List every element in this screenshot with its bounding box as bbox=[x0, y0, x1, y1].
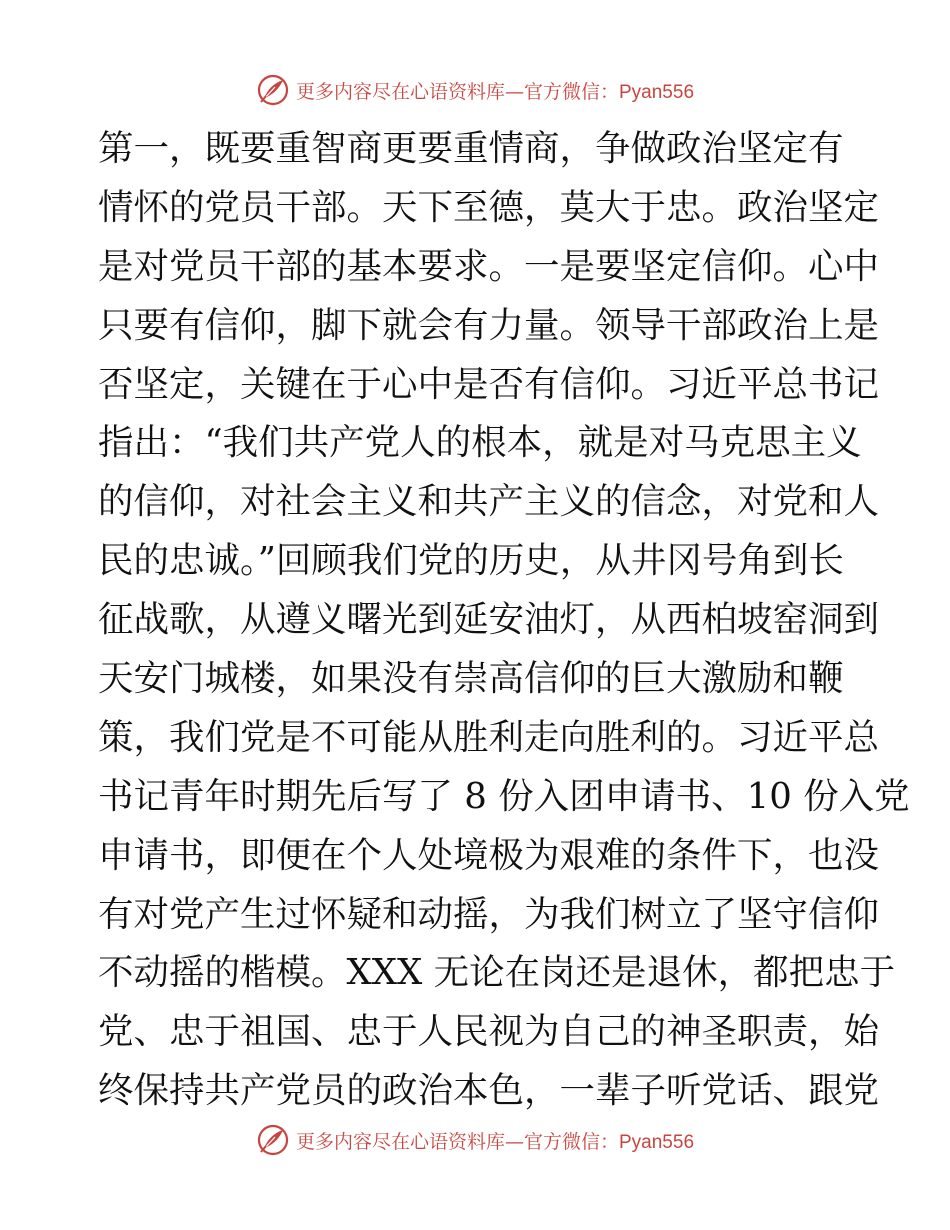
text-line: 否坚定，关键在于心中是否有信仰。习近平总书记 bbox=[98, 363, 880, 405]
text-line: 申请书，即便在个人处境极为艰难的条件下，也没 bbox=[98, 834, 880, 876]
text-line: 的信仰，对社会主义和共产主义的信念，对党和人 bbox=[98, 481, 880, 523]
text-line: 是对党员干部的基本要求。一是要坚定信仰。心中 bbox=[98, 245, 880, 287]
text-line: 终保持共产党员的政治本色，一辈子听党话、跟党 bbox=[98, 1070, 880, 1112]
header-watermark bbox=[0, 70, 950, 110]
text-line: 指出：“我们共产党人的根本，就是对马克思主义 bbox=[98, 422, 862, 464]
watermark-text: 更多内容尽在心语资料库—官方微信：Pyan556 bbox=[295, 80, 695, 103]
text-line: 征战歌，从遵义曙光到延安油灯，从西柏坡窑洞到 bbox=[98, 599, 880, 641]
watermark-text: 更多内容尽在心语资料库—官方微信：Pyan556 bbox=[295, 1130, 695, 1153]
text-line: 第一，既要重智商更要重情商，争做政治坚定有 bbox=[98, 128, 844, 169]
feather-logo-icon bbox=[256, 73, 290, 107]
feather-logo-icon bbox=[256, 1123, 290, 1157]
text-line: 有对党产生过怀疑和动摇，为我们树立了坚守信仰 bbox=[98, 893, 880, 935]
text-line: 策，我们党是不可能从胜利走向胜利的。习近平总 bbox=[98, 716, 880, 758]
text-line: 书记青年时期先后写了 8 份入团申请书、10 份入党 bbox=[98, 775, 910, 817]
text-line: 天安门城楼，如果没有崇高信仰的巨大激励和鞭 bbox=[98, 658, 844, 700]
footer-watermark bbox=[0, 1120, 950, 1160]
text-line: 情怀的党员干部。天下至德，莫大于忠。政治坚定 bbox=[98, 186, 880, 228]
body-paragraph bbox=[98, 120, 910, 1121]
text-line: 不动摇的楷模。XXX 无论在岗还是退休，都把忠于 bbox=[98, 952, 896, 994]
text-line: 党、忠于祖国、忠于人民视为自己的神圣职责，始 bbox=[98, 1011, 880, 1053]
text-line: 只要有信仰，脚下就会有力量。领导干部政治上是 bbox=[98, 304, 880, 346]
text-line: 民的忠诚。”回顾我们党的历史，从井冈号角到长 bbox=[98, 540, 844, 582]
